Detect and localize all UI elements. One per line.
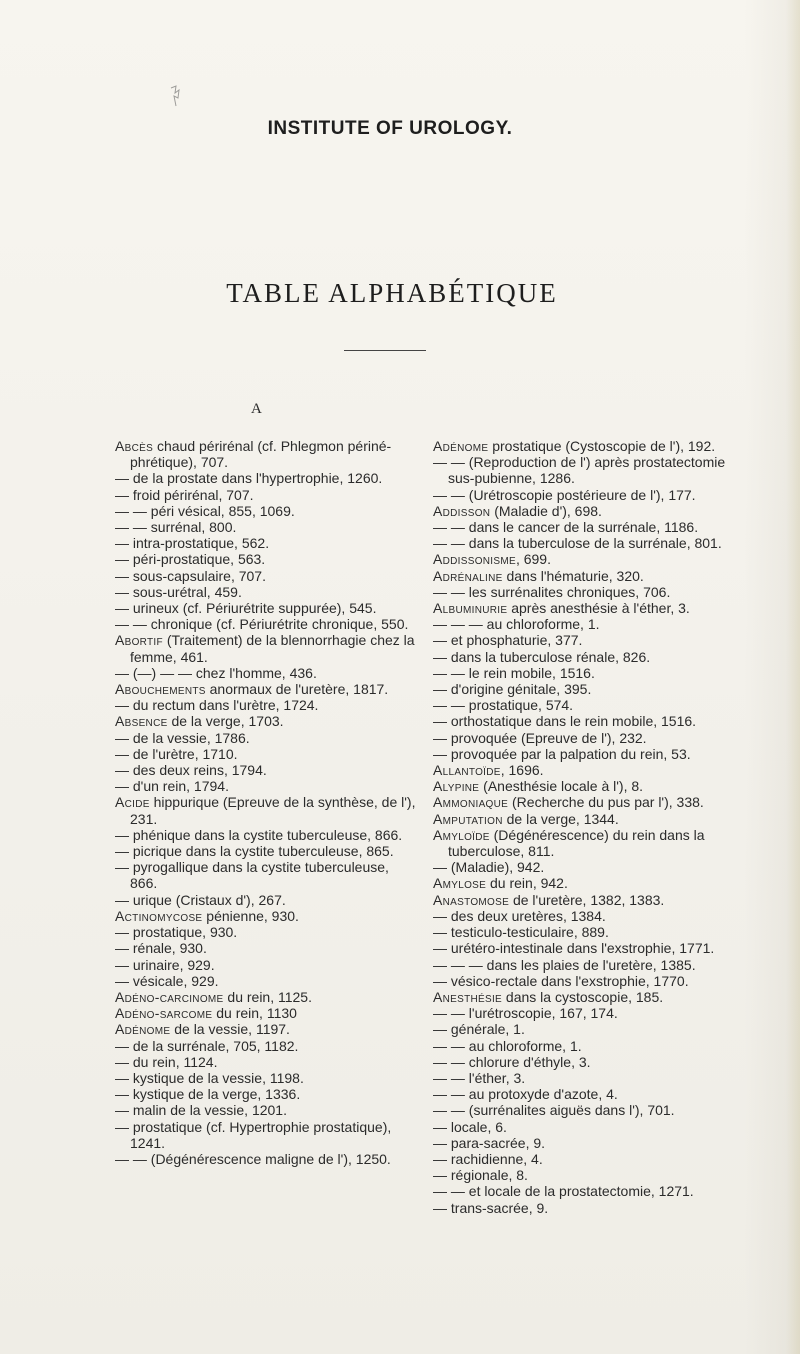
entry-headword: Abortif — [115, 632, 163, 649]
entry-text: — (—) — — chez l'homme, 436. — [115, 664, 317, 681]
index-entry — [433, 681, 750, 697]
entry-text: — provoquée par la palpation du rein, 53. — [433, 745, 691, 762]
entry-text: — et phosphaturie, 377. — [433, 632, 583, 649]
index-entry — [433, 989, 750, 1005]
index-entry — [433, 1054, 750, 1070]
entry-headword: Anastomose — [433, 891, 510, 908]
entry-text: — — l'urétroscopie, 167, 174. — [433, 1005, 618, 1022]
page-edge-shadow — [786, 0, 800, 1354]
index-entry — [433, 713, 750, 729]
entry-text: — — chronique (cf. Périurétrite chronique, 550. — [115, 616, 409, 633]
entry-headword: Addisson — [433, 502, 491, 519]
index-entry — [433, 454, 750, 486]
entry-text: — de la surrénale, 705, 1182. — [115, 1037, 299, 1054]
index-entry — [433, 892, 750, 908]
index-entry — [433, 762, 750, 778]
entry-text: — urinaire, 929. — [115, 956, 215, 973]
entry-headword: Allantoïde — [433, 762, 501, 779]
entry-text: — orthostatique dans le rein mobile, 1516. — [433, 713, 697, 730]
entry-text: dans la cystoscopie, 185. — [502, 988, 664, 1005]
entry-headword: Amputation — [433, 810, 503, 827]
entry-text: — — (Urétroscopie postérieure de l'), 177. — [433, 486, 696, 503]
entry-text: — prostatique (cf. Hypertrophie prostatique), 1241. — [115, 1118, 392, 1151]
entry-text: (Traitement) de la blennorrhagie chez la femme, 461. — [130, 632, 415, 665]
index-entry — [115, 713, 420, 729]
index-entry — [115, 535, 420, 551]
entry-headword: Addissonisme — [433, 551, 516, 568]
index-entry — [115, 730, 420, 746]
index-entry — [115, 519, 420, 535]
index-column-left — [115, 438, 420, 1167]
index-entry — [115, 1151, 420, 1167]
entry-headword: Alypine — [433, 778, 480, 795]
entry-text: — générale, 1. — [433, 1021, 525, 1038]
entry-text: (Maladie d'), 698. — [490, 502, 602, 519]
entry-headword: Adénome — [115, 1021, 171, 1038]
entry-headword: Albuminurie — [433, 600, 508, 617]
entry-headword: Acide — [115, 794, 150, 811]
index-entry — [115, 794, 420, 826]
index-entry — [115, 632, 420, 664]
entry-text: — locale, 6. — [433, 1118, 507, 1135]
entry-text: — du rectum dans l'urètre, 1724. — [115, 697, 319, 714]
entry-text: — sous-capsulaire, 707. — [115, 567, 266, 584]
entry-text: — des deux uretères, 1384. — [433, 907, 606, 924]
entry-text: chaud périrénal (cf. Phlegmon périné-phrétique), 707. — [130, 438, 392, 471]
index-entry — [433, 1167, 750, 1183]
index-entry — [115, 908, 420, 924]
index-entry — [115, 843, 420, 859]
section-letter: A — [251, 401, 262, 417]
index-entry — [115, 503, 420, 519]
index-entry — [115, 827, 420, 843]
entry-text: — — le rein mobile, 1516. — [433, 664, 595, 681]
index-entry — [115, 616, 420, 632]
entry-headword: Adénome — [433, 438, 489, 454]
index-entry — [115, 470, 420, 486]
entry-text: hippurique (Epreuve de la synthèse, de l'), 231. — [130, 794, 416, 827]
entry-text: — de l'urètre, 1710. — [115, 745, 238, 762]
index-entry — [433, 924, 750, 940]
entry-text: — rénale, 930. — [115, 940, 207, 957]
index-entry — [433, 1200, 750, 1216]
entry-text: — du rein, 1124. — [115, 1053, 218, 1070]
index-entry — [433, 1183, 750, 1199]
index-entry — [433, 1038, 750, 1054]
entry-text: — — — dans les plaies de l'uretère, 1385. — [433, 956, 696, 973]
entry-headword: Anesthésie — [433, 988, 503, 1005]
index-entry — [433, 487, 750, 503]
entry-text: de la verge, 1703. — [167, 713, 284, 730]
index-entry — [433, 584, 750, 600]
entry-headword: Abcès — [115, 438, 154, 454]
entry-headword: Amylose — [433, 875, 487, 892]
index-entry — [115, 1021, 420, 1037]
index-entry — [115, 438, 420, 470]
entry-headword: Adéno-sarcome — [115, 1005, 213, 1022]
entry-text: — — (Dégénérescence maligne de l'), 1250. — [115, 1150, 391, 1167]
index-entry — [115, 1086, 420, 1102]
entry-text: — péri-prostatique, 563. — [115, 551, 266, 568]
entry-text: — d'un rein, 1794. — [115, 778, 229, 795]
entry-text: — phénique dans la cystite tuberculeuse, 866. — [115, 826, 403, 843]
index-entry — [433, 1151, 750, 1167]
entry-text: — — au protoxyde d'azote, 4. — [433, 1086, 618, 1103]
entry-text: de l'uretère, 1382, 1383. — [509, 891, 665, 908]
index-entry — [433, 665, 750, 681]
entry-text: — — péri vésical, 855, 1069. — [115, 502, 295, 519]
index-entry — [115, 924, 420, 940]
index-entry — [433, 973, 750, 989]
entry-text: (Anesthésie locale à l'), 8. — [479, 778, 644, 795]
entry-text: du rein, 1130 — [212, 1005, 297, 1022]
index-column-right — [433, 438, 750, 1216]
entry-text: — dans la tuberculose rénale, 826. — [433, 648, 651, 665]
index-entry — [433, 1005, 750, 1021]
library-stamp: INSTITUTE OF UROLOGY. — [267, 118, 513, 139]
entry-text: — urétéro-intestinale dans l'exstrophie, 1771. — [433, 940, 715, 957]
entry-text: — urineux (cf. Périurétrite suppurée), 545. — [115, 600, 377, 617]
entry-text: (Recherche du pus par l'), 338. — [508, 794, 704, 811]
entry-text: après anesthésie à l'éther, 3. — [507, 600, 690, 617]
index-entry — [115, 1119, 420, 1151]
entry-headword: Ammoniaque — [433, 794, 509, 811]
entry-text: — — les surrénalites chroniques, 706. — [433, 583, 671, 600]
entry-text: — — (surrénalites aiguës dans l'), 701. — [433, 1102, 675, 1119]
index-entry — [115, 551, 420, 567]
entry-text: — kystique de la vessie, 1198. — [115, 1069, 304, 1086]
entry-text: — d'origine génitale, 395. — [433, 681, 592, 698]
index-entry — [115, 989, 420, 1005]
entry-text: de la vessie, 1197. — [170, 1021, 290, 1038]
entry-text: — provoquée (Epreuve de l'), 232. — [433, 729, 647, 746]
entry-text: — malin de la vessie, 1201. — [115, 1102, 287, 1119]
entry-text: du rein, 942. — [486, 875, 568, 892]
entry-text: — — au chloroforme, 1. — [433, 1037, 582, 1054]
index-entry — [433, 535, 750, 551]
entry-text: — vésico-rectale dans l'exstrophie, 1770. — [433, 972, 689, 989]
entry-headword: Actinomycose — [115, 907, 203, 924]
index-entry — [433, 649, 750, 665]
entry-text: — de la vessie, 1786. — [115, 729, 250, 746]
entry-text: — rachidienne, 4. — [433, 1150, 543, 1167]
index-entry — [433, 940, 750, 956]
index-entry — [115, 746, 420, 762]
entry-text: — kystique de la verge, 1336. — [115, 1086, 301, 1103]
index-entry — [433, 438, 750, 454]
index-entry — [115, 1005, 420, 1021]
entry-text: de la verge, 1344. — [502, 810, 619, 827]
entry-headword: Amyloïde — [433, 826, 490, 843]
index-entry — [115, 487, 420, 503]
entry-headword: Adrénaline — [433, 567, 503, 584]
index-entry — [115, 568, 420, 584]
index-entry — [433, 908, 750, 924]
index-entry — [115, 1102, 420, 1118]
index-entry — [115, 600, 420, 616]
index-entry — [115, 1054, 420, 1070]
entry-text: — régionale, 8. — [433, 1167, 528, 1184]
entry-text: dans l'hématurie, 320. — [502, 567, 644, 584]
index-entry — [433, 746, 750, 762]
index-entry — [433, 551, 750, 567]
entry-text: — testiculo-testiculaire, 889. — [433, 924, 609, 941]
index-entry — [115, 957, 420, 973]
entry-headword: Adéno-carcinome — [115, 988, 224, 1005]
index-entry — [433, 957, 750, 973]
page-title: TABLE ALPHABÉTIQUE — [226, 278, 558, 308]
entry-text: , 1696. — [500, 762, 544, 779]
entry-text: du rein, 1125. — [223, 988, 312, 1005]
entry-text: — de la prostate dans l'hypertrophie, 1260. — [115, 470, 383, 487]
entry-headword: Abouchements — [115, 681, 206, 698]
index-entry — [115, 1070, 420, 1086]
index-entry — [433, 600, 750, 616]
entry-text: — trans-sacrée, 9. — [433, 1199, 549, 1216]
index-entry — [433, 568, 750, 584]
entry-text: — pyrogallique dans la cystite tuberculeuse, 866. — [115, 859, 389, 892]
index-entry — [433, 778, 750, 794]
index-entry — [115, 1038, 420, 1054]
index-entry — [433, 730, 750, 746]
entry-text: — froid périrénal, 707. — [115, 486, 254, 503]
entry-text: — — (Reproduction de l') après prostatectomie sus-pubienne, 1286. — [433, 454, 726, 487]
index-entry — [433, 1070, 750, 1086]
index-entry — [433, 827, 750, 859]
entry-text: — picrique dans la cystite tuberculeuse, 865. — [115, 843, 394, 860]
entry-text: — — prostatique, 574. — [433, 697, 574, 714]
entry-text: — vésicale, 929. — [115, 972, 219, 989]
entry-text: , 699. — [515, 551, 551, 568]
entry-text: — — dans le cancer de la surrénale, 1186. — [433, 519, 699, 536]
index-entry — [115, 778, 420, 794]
index-entry — [115, 892, 420, 908]
index-entry — [433, 519, 750, 535]
entry-text: — (Maladie), 942. — [433, 859, 545, 876]
index-entry — [433, 697, 750, 713]
index-entry — [433, 632, 750, 648]
index-entry — [433, 503, 750, 519]
entry-text: — — dans la tuberculose de la surrénale, 801. — [433, 535, 722, 552]
index-entry — [433, 1021, 750, 1037]
index-entry — [115, 973, 420, 989]
ink-mark-icon — [168, 84, 190, 110]
entry-headword: Absence — [115, 713, 168, 730]
index-entry — [433, 875, 750, 891]
index-entry — [433, 616, 750, 632]
index-entry — [433, 1119, 750, 1135]
index-entry — [433, 794, 750, 810]
entry-text: — sous-urétral, 459. — [115, 583, 242, 600]
index-entry — [433, 1135, 750, 1151]
index-entry — [115, 859, 420, 891]
index-entry — [115, 681, 420, 697]
entry-text: prostatique (Cystoscopie de l'), 192. — [488, 438, 716, 454]
index-entry — [433, 1086, 750, 1102]
index-entry — [433, 1102, 750, 1118]
entry-text: — para-sacrée, 9. — [433, 1134, 546, 1151]
index-entry — [115, 940, 420, 956]
entry-text: — urique (Cristaux d'), 267. — [115, 891, 286, 908]
entry-text: — intra-prostatique, 562. — [115, 535, 270, 552]
entry-text: pénienne, 930. — [202, 907, 299, 924]
entry-text: — — chlorure d'éthyle, 3. — [433, 1053, 591, 1070]
entry-text: — — — au chloroforme, 1. — [433, 616, 600, 633]
entry-text: — des deux reins, 1794. — [115, 762, 267, 779]
entry-text: — — et locale de la prostatectomie, 1271. — [433, 1183, 694, 1200]
entry-text: — prostatique, 930. — [115, 924, 238, 941]
entry-text: (Dégénérescence) du rein dans la tuberculose, 811. — [448, 826, 705, 860]
entry-text: — — l'éther, 3. — [433, 1069, 526, 1086]
entry-text: anormaux de l'uretère, 1817. — [205, 681, 389, 698]
index-entry — [115, 697, 420, 713]
index-entry — [115, 665, 420, 681]
index-entry — [115, 584, 420, 600]
index-entry — [115, 762, 420, 778]
index-entry — [433, 811, 750, 827]
index-entry — [433, 859, 750, 875]
entry-text: — — surrénal, 800. — [115, 519, 237, 536]
title-divider — [344, 350, 426, 351]
